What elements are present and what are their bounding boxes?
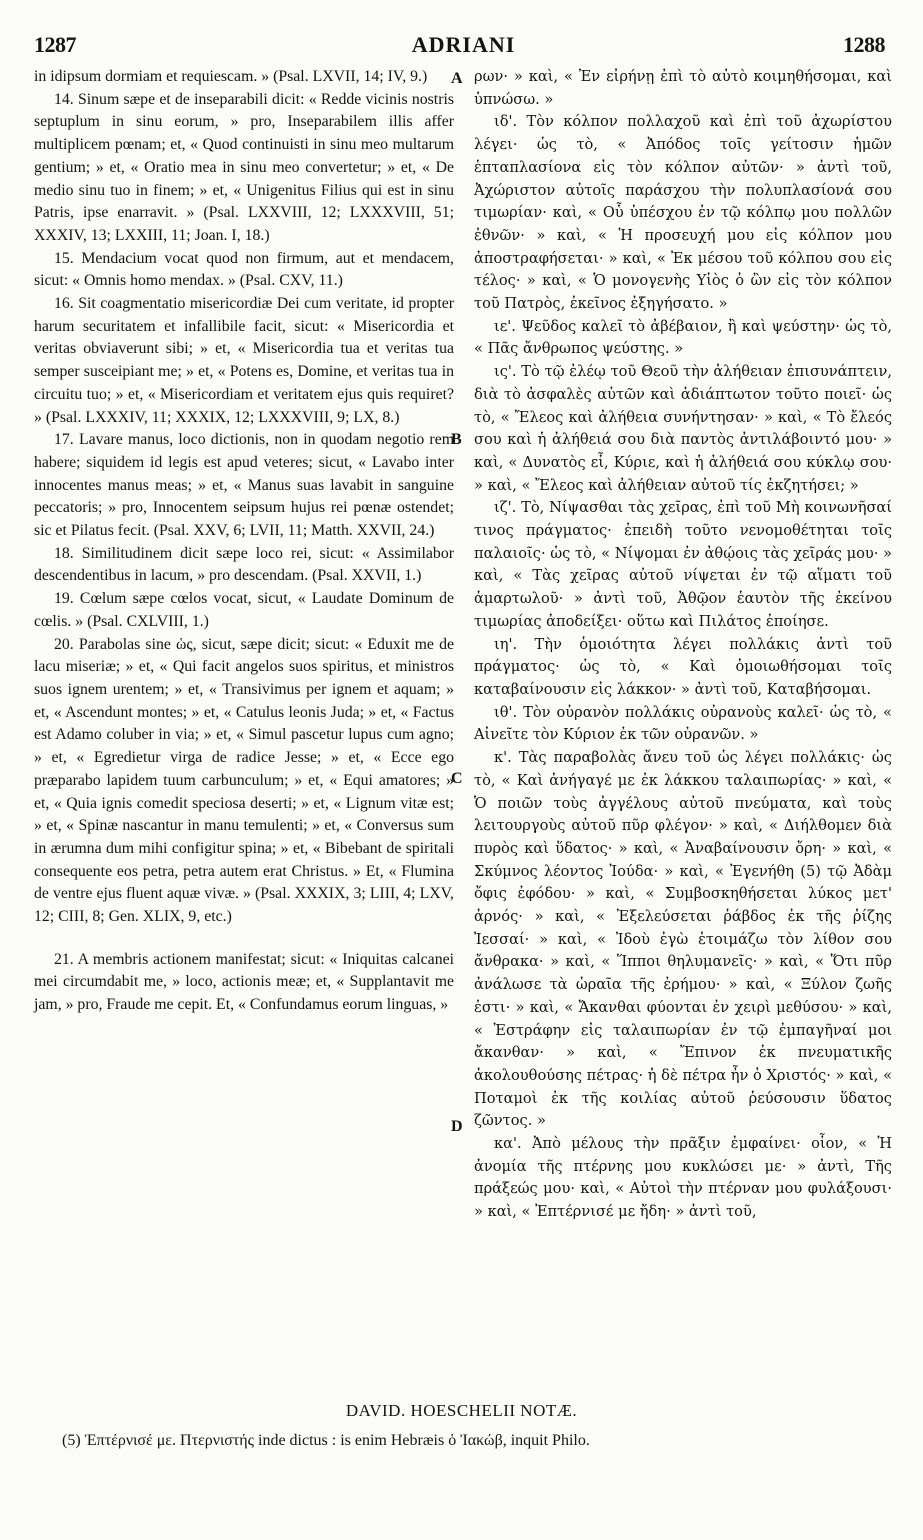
greek-paragraph: ιδ'. Τὸν κόλπον πολλαχοῦ καὶ ἐπὶ τοῦ ἀχωρίστου λέγει· ὡς τὸ, « Ἀπόδος τοῖς γείτοσιν ἡμῶν ἑπταπλασίονα εἰς τὸν κόλπον αὐτῶν· » ἀντὶ τοῦ, Ἀχώριστον αὐτοῖς παράσχου τὴν πολυπλασίονά σου τιμωρίαν· καὶ, « Οὗ ὑπέσχου ἐν τῷ κόλπῳ μου πολλῶν ἐθνῶν· » καὶ, « Ἡ προσευχή μου εἰς κόλπον μου ἀποστραφήσεται· » καὶ, « Ἐκ μέσου τοῦ κόλπου σου εἰς τέλος· » καὶ, « Ὁ μονογενὴς Υἱὸς ὁ ὢν εἰς τὸν κόλπον τοῦ Πατρὸς, ἐκεῖνος ἐξηγήσατο. »: [474, 113, 892, 313]
latin-column: [34, 66, 454, 1017]
latin-paragraph: 18. Similitudinem dicit sæpe loco rei, sicut: « Assimilabor descendentibus in lacum, » pro descendam. (Psal. XXVII, 1.): [34, 544, 454, 585]
margin-letter: D: [451, 1118, 463, 1135]
page-number-left: 1287: [34, 32, 76, 57]
greek-paragraph: ις'. Τὸ τῷ ἐλέῳ τοῦ Θεοῦ τὴν ἀλήθειαν ἐπισυνάπτειν, διὰ τὸ ἀσφαλὲς αὐτῶν καὶ ἀδιάπτωτον τοῦτο ποιεῖ· ὡς τὸ, « Ἔλεος καὶ ἀλήθεια συνήντησαν· » καὶ, « Τὸ ἔλεός σου καὶ ἡ ἀλήθειά σου διὰ παντὸς ἀντιλάβοιντό μου· » καὶ, « Δυνατὸς εἶ, Κύριε, καὶ ἡ ἀλήθειά σου κύκλῳ σου· » καὶ, « Ἔλεος καὶ ἀλήθειαν αὐτοῦ τίς ἐκζητήσει; »: [474, 363, 892, 494]
latin-paragraph: 16. Sit coagmentatio misericordiæ Dei cum veritate, id propter harum securitatem et infallibile facit, sicut: « Misericordia et veritas obviaverunt sibi; » et, « Misericordia tua et veritas tua semper susceipiant me; » et, « Potens es, Domine, et veritas tua in circuitu tuo; » et, « Misericordiam et veritatem ejus quis requiret? » (Psal. LXXXIV, 11; XXXIX, 12; LXXXVIII, 9; LX, 8.): [34, 295, 454, 426]
latin-paragraph: 21. A membris actionem manifestat; sicut: « Iniquitas calcanei mei circumdabit me, » loco, actionis meæ; et, « Supplantavit me jam, » pro, Fraude me cepit. Et, « Confundamus eorum linguas, »: [34, 950, 454, 1014]
greek-paragraph: ρων· » καὶ, « Ἐν εἰρήνῃ ἐπὶ τὸ αὐτὸ κοιμηθήσομαι, καὶ ὑπνώσω. »: [474, 68, 892, 108]
running-title: ADRIANI: [411, 32, 516, 57]
footnote: (5) Ἐπτέρνισέ με. Πτερνιστής inde dictus : is enim Hebræis ὁ Ἰακώβ, inquit Philo.: [62, 1432, 590, 1449]
greek-paragraph: ιη'. Τὴν ὁμοιότητα λέγει πολλάκις ἀντὶ τοῦ πράγματος· ὡς τὸ, « Καὶ ὁμοιωθήσομαι τοῖς καταβαίνουσιν εἰς λάκκον· » ἀντὶ τοῦ, Καταβήσομαι.: [474, 635, 892, 698]
latin-paragraph: 17. Lavare manus, loco dictionis, non in quodam negotio rem habere; siquidem id legis est apud veteres; sicut, « Lavabo inter innocentes manus meas; » et, « Manus suas lavabit in sanguine peccatoris; » pro, Innocentem seipsum hujus rei pœnæ ostendet; sic et Pilatus fecit. (Psal. XXV, 6; LVII, 11; Matth. XXVII, 24.): [34, 431, 454, 540]
page-header: [34, 30, 893, 60]
greek-paragraph: κ'. Τὰς παραβολὰς ἄνευ τοῦ ὡς λέγει πολλάκις· ὡς τὸ, « Καὶ ἀνήγαγέ με ἐκ λάκκου ταλαιπωρίας· » καὶ, « Ὁ ποιῶν τοὺς ἀγγέλους αὐτοῦ πνεύματα, καὶ τοὺς λειτουργοὺς αὐτοῦ πῦρ φλέγον· » καὶ, « Διήλθομεν διὰ πυρὸς καὶ ὕδατος· » καὶ, « Ἀναβαίνουσιν ὄρη· » καὶ, « Σκύμνος λέοντος Ἰούδα· » καὶ, « Ἐγενήθη (5) τῷ Ἀδὰμ ὄφις ἐφόδου· » καὶ, « Συμβοσκηθήσεται λύκος μετ' ἀρνός· » καὶ, « Ἐξελεύσεται ῥάβδος ἐκ τῆς ῥίζης Ἰεσσαί· » καὶ, « Ἰδοὺ ἐγὼ ἑτοιμάζω τὸν λίθον σου ἄνθρακα· » καὶ, « Ἵπποι θηλυμανεῖς· » καὶ, « Ὅτι πῦρ ἀνάλωσε τὰ ὡραῖα τῆς ἐρήμου· » καὶ, « Ξύλον ζωῆς ἐστι· » καὶ, « Ἄκανθαι φύονται ἐν χειρὶ μεθύσου· » καὶ, « Ἐστράφην εἰς ταλαιπωρίαν ἐν τῷ ἐμπαγῆναί μοι ἄκανθαν· » καὶ, « Ἔπινον ἐκ πνευματικῆς ἀκολουθούσης πέτρας· ἡ δὲ πέτρα ἦν ὁ Χριστός· » καὶ, « Ποταμοὶ ἐκ τῆς κοιλίας αὐτοῦ ῥεύσουσιν ὕδατος ζῶντος. »: [474, 749, 892, 1130]
greek-column: [474, 66, 892, 1224]
greek-paragraph: ιθ'. Τὸν οὐρανὸν πολλάκις οὐρανοὺς καλεῖ· ὡς τὸ, « Αἰνεῖτε τὸν Κύριον ἐκ τῶν οὐρανῶν. »: [474, 703, 892, 744]
notes-heading: DAVID. HOESCHELII NOTÆ.: [345, 1401, 578, 1420]
greek-paragraph: ιζ'. Τὸ, Νίψασθαι τὰς χεῖρας, ἐπὶ τοῦ Μὴ κοινωνῆσαί τινος πράγματος· ἐπειδὴ τοῦτο νενομοθέτηται τοῖς παλαιοῖς· ὡς τὸ, « Νίψομαι ἐν ἀθῴοις τὰς χεῖράς μου· » καὶ, « Τὰς χεῖρας αὐτοῦ νίψεται ἐν τῷ αἵματι τοῦ ἁμαρτωλοῦ· » ἀντὶ τοῦ, Ἀθῷον ἑαυτὸν τῆς ἐκείνου τιμωρίας ἀποδείξει· οὕτω καὶ Πιλάτος ἐποίησε.: [474, 499, 892, 630]
latin-paragraph: 14. Sinum sæpe et de inseparabili dicit: « Redde vicinis nostris septuplum in sinu eorum, » pro, Inseparabilem illis affer multiplicem pœnam; et, « Quod continuisti in sinu meo multarum gentium; » et, « Oratio mea in sinu meo convertetur; » et, « De medio sinu tuo in finem; » et, « Unigenitus Filius qui est in sinu Patris, ipse enarravit. » (Psal. LXXVIII, 12; LXXXVIII, 51; XXXIV, 13; LXXIII, 11; Joan. I, 18.): [34, 90, 454, 244]
greek-paragraph: κα'. Ἀπὸ μέλους τὴν πρᾶξιν ἐμφαίνει· οἷον, « Ἡ ἀνομία τῆς πτέρνης μου κυκλώσει με· » ἀντὶ, Τῆς πράξεώς μου· καὶ, « Αὐτοὶ τὴν πτέρναν μου φυλάξουσι· » καὶ, « Ἐπτέρνισέ με ἤδη· » ἀντὶ τοῦ,: [474, 1135, 892, 1221]
latin-paragraph: 20. Parabolas sine ὡς, sicut, sæpe dicit; sicut: « Eduxit me de lacu miseriæ; » et, « Qui facit angelos suos spiritus, et ministros suos ignem urentem; » et, « Transivimus per ignem et aquam; » et, « Ascendunt montes; » et, « Catulus leonis Juda; » et, « Factus est Adamo coluber in via; » et, « Simul pascetur lupus cum agno; » et, « Egredietur virga de radice Jesse; » et, « Ecce ego præparabo lapidem tuum carbunculum; » et, « Equi amatores; » et, « Quia ignis comedit speciosa deserti; » et, « Lignum vitæ est; » et, « Spinæ nascantur in manu temulenti; » et, « Conversus sum in ærumna dum mihi configitur spina; » et, « Bibebant de spiritali consequente eos petra, petra autem erat Christus. » Et, « Flumina de ventre ejus fluent aquæ vivæ. » (Psal. XXXIX, 3; LIII, 4; LXV, 12; CIII, 8; Gen. XLIX, 9, etc.): [34, 635, 454, 926]
page-number-right: 1288: [843, 32, 885, 57]
margin-letter: C: [451, 770, 463, 787]
margin-letter: B: [451, 431, 462, 448]
greek-paragraph: ιε'. Ψεῦδος καλεῖ τὸ ἀβέβαιον, ἢ καὶ ψεύστην· ὡς τὸ, « Πᾶς ἄνθρωπος ψεύστης. »: [474, 317, 892, 358]
margin-letter: A: [451, 70, 463, 87]
latin-paragraph: in idipsum dormiam et requiescam. » (Psal. LXVII, 14; IV, 9.): [34, 68, 428, 85]
latin-paragraph: 15. Mendacium vocat quod non firmum, aut et mendacem, sicut: « Omnis homo mendax. » (Psal. CXV, 11.): [34, 249, 454, 290]
latin-paragraph: 19. Cœlum sæpe cœlos vocat, sicut, « Laudate Dominum de cœlis. » (Psal. CXLVIII, 1.): [34, 590, 454, 630]
